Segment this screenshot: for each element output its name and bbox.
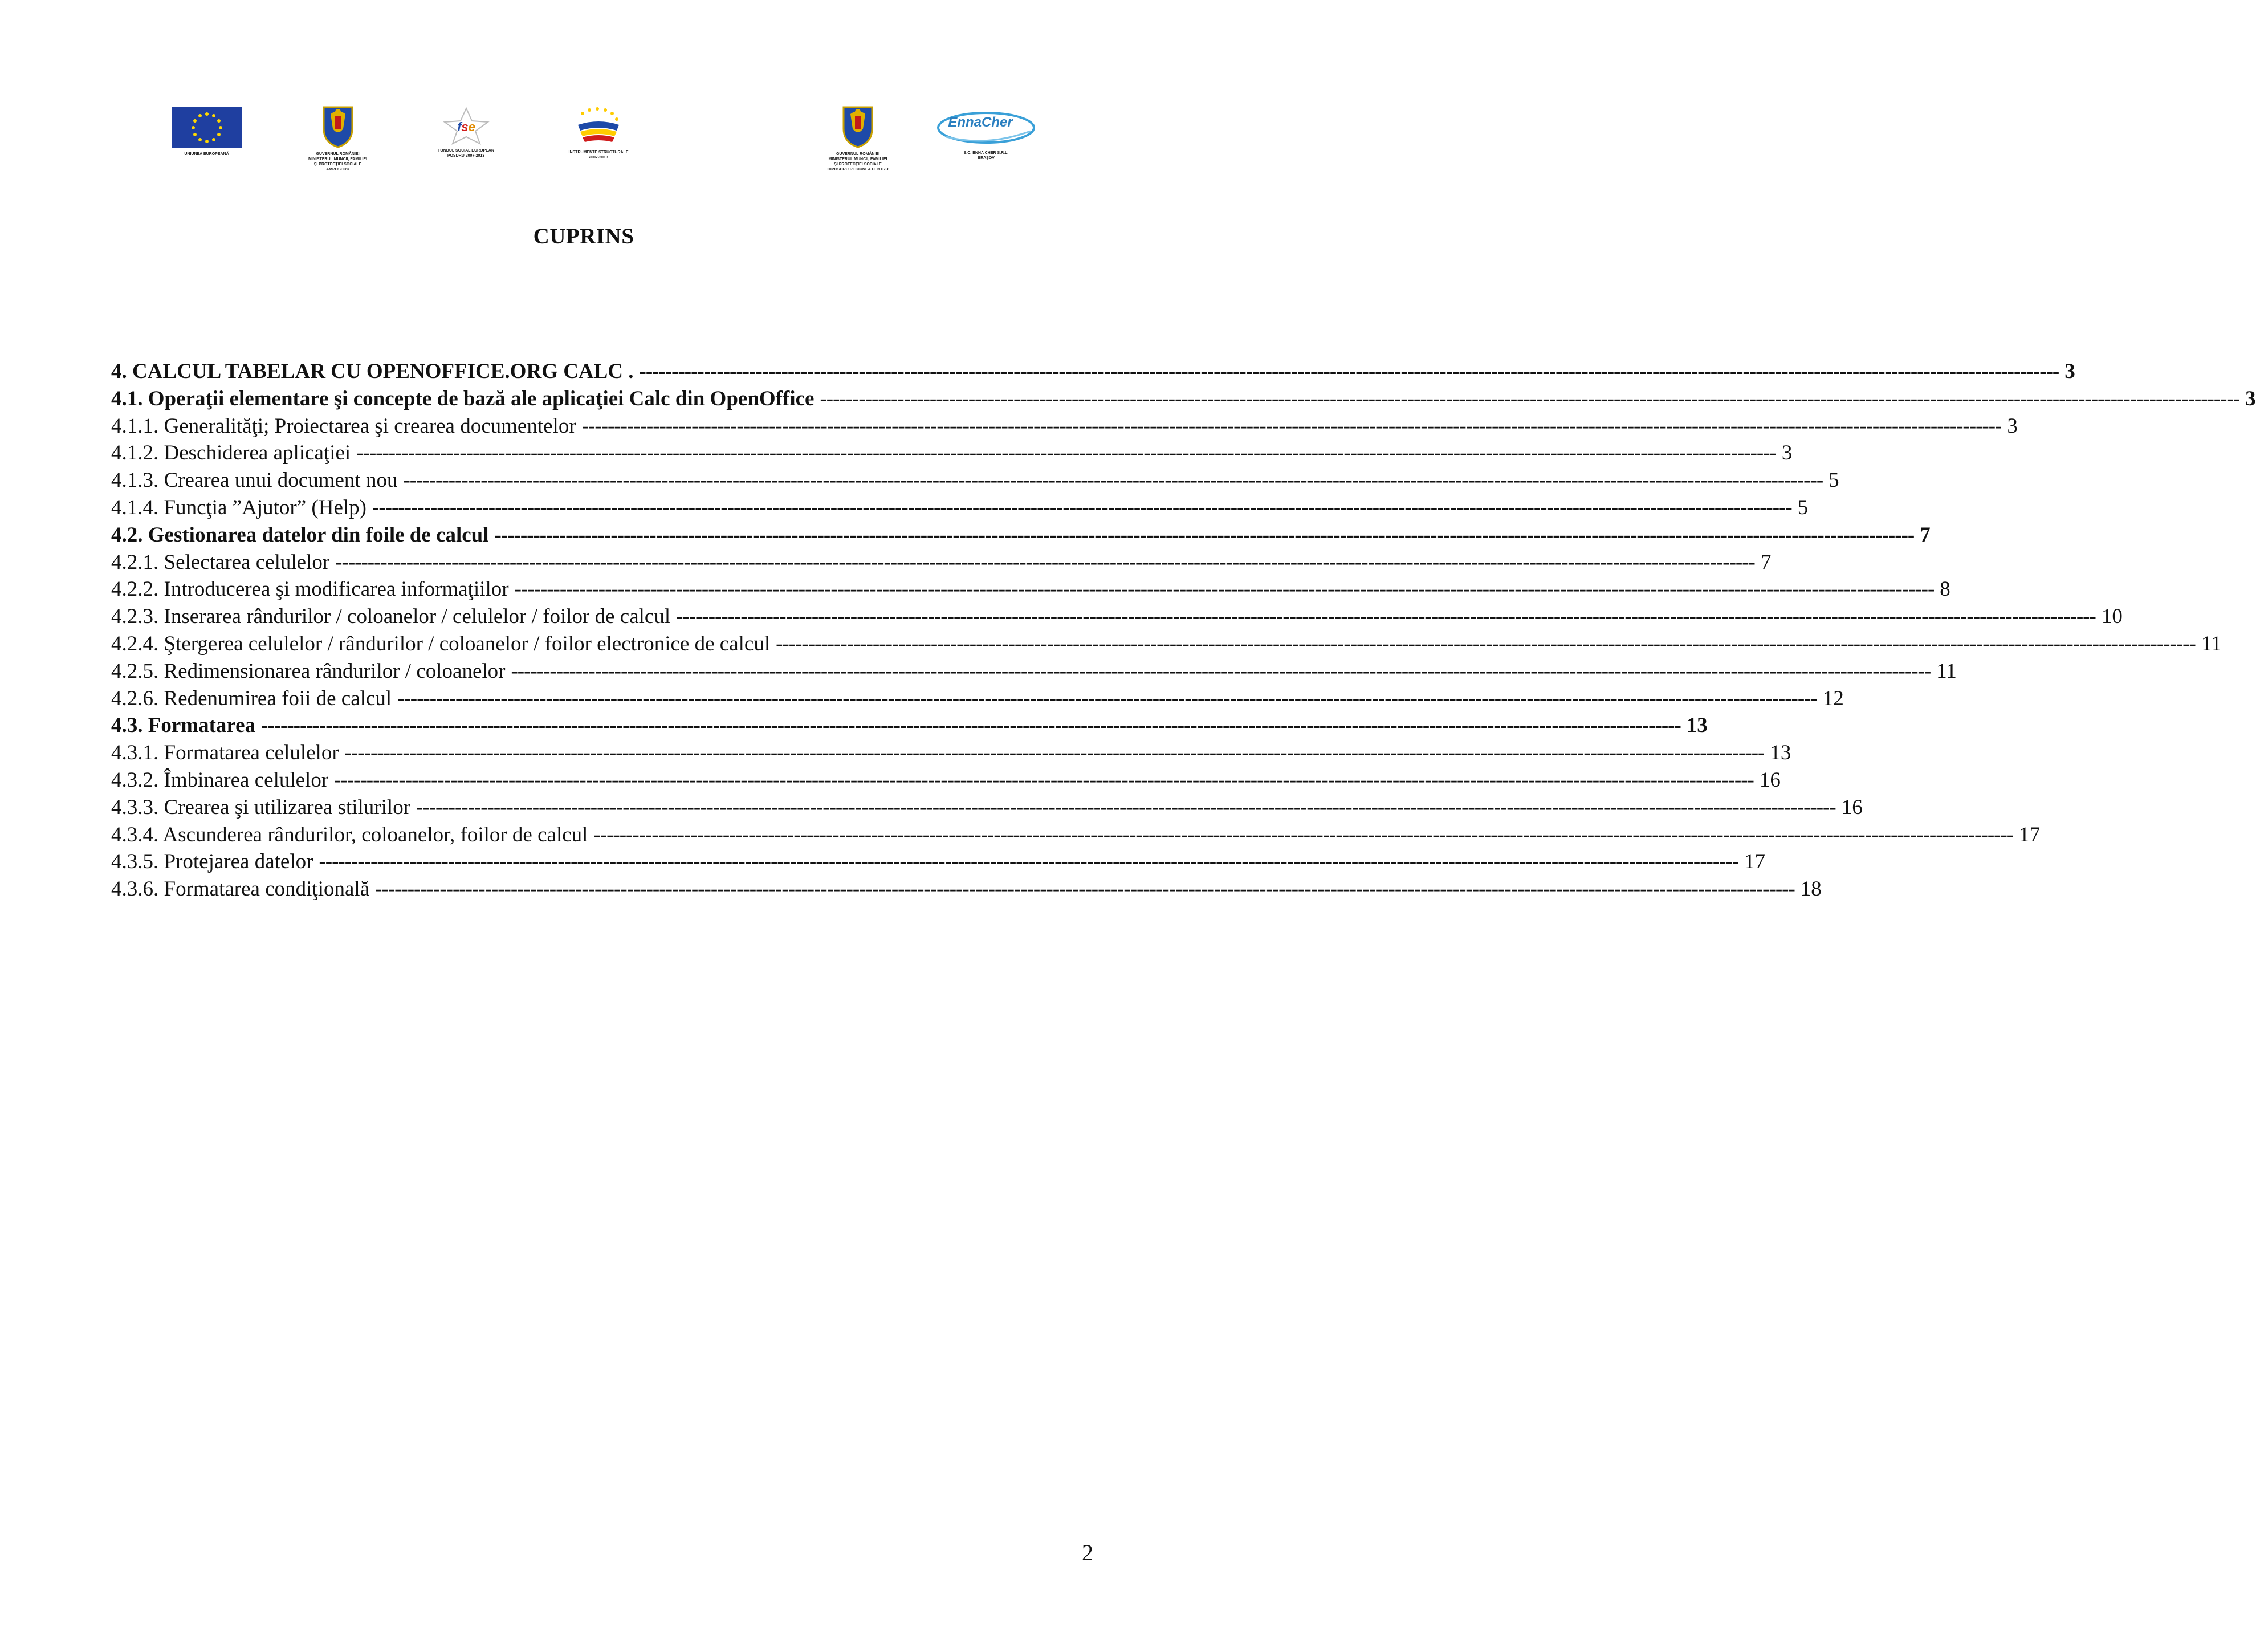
- logo-caption: INSTRUMENTE STRUCTURALE 2007-2013: [568, 150, 629, 160]
- toc-leader-dashes: ----------------------------------------------------------------------------------------------------------------------------------------------------------------------------------------------------------------------------: [514, 577, 1935, 601]
- toc-leader-dashes: ----------------------------------------------------------------------------------------------------------------------------------------------------------------------------------------------------------------------------: [676, 605, 2096, 629]
- toc-entry-label: 4.1.4. Funcţia ”Ajutor” (Help): [111, 495, 367, 519]
- toc-entry-label: 4.3.4. Ascunderea rândurilor, coloanelor, foilor de calcul: [111, 823, 588, 847]
- toc-leader-dashes: ----------------------------------------------------------------------------------------------------------------------------------------------------------------------------------------------------------------------------: [593, 823, 2014, 847]
- table-of-contents: [111, 359, 2256, 904]
- toc-entry-label: 4.1.2. Deschiderea aplicaţiei: [111, 441, 351, 465]
- toc-entry-label: 4.2.4. Ştergerea celulelor / rândurilor / coloanelor / foilor electronice de calcul: [111, 632, 771, 656]
- toc-leader-dashes: ----------------------------------------------------------------------------------------------------------------------------------------------------------------------------------------------------------------------------: [397, 686, 1817, 710]
- toc-entry-page: 7: [1920, 523, 1931, 547]
- toc-entry[interactable]: [111, 441, 1793, 468]
- toc-leader-dashes: ----------------------------------------------------------------------------------------------------------------------------------------------------------------------------------------------------------------------------: [375, 877, 1795, 901]
- logo-eu: [162, 107, 251, 157]
- toc-leader-dashes: ----------------------------------------------------------------------------------------------------------------------------------------------------------------------------------------------------------------------------: [334, 768, 1754, 792]
- toc-entry-page: 16: [1759, 768, 1781, 792]
- toc-entry[interactable]: [111, 495, 1809, 523]
- toc-entry-label: 4.1. Operaţii elementare şi concepte de bază ale aplicaţiei Calc din OpenOffice: [111, 386, 815, 410]
- eu-flag-icon: [172, 107, 242, 148]
- toc-entry[interactable]: [111, 768, 1781, 795]
- toc-entry[interactable]: [111, 877, 1822, 904]
- toc-entry[interactable]: [111, 632, 2222, 659]
- romanian-coat-of-arms-icon: [319, 104, 357, 148]
- toc-entry-label: 4.3.3. Crearea şi utilizarea stilurilor: [111, 795, 411, 819]
- toc-entry-page: 13: [1770, 741, 1791, 765]
- logo-caption: FONDUL SOCIAL EUROPEAN POSDRU 2007-2013: [438, 149, 494, 158]
- toc-entry-label: 4.2. Gestionarea datelor din foile de calcul: [111, 523, 489, 547]
- logo-government-oiposdru: [801, 104, 915, 172]
- toc-leader-dashes: ----------------------------------------------------------------------------------------------------------------------------------------------------------------------------------------------------------------------------: [403, 469, 1823, 493]
- toc-leader-dashes: ----------------------------------------------------------------------------------------------------------------------------------------------------------------------------------------------------------------------------: [494, 523, 1915, 547]
- page-number: 2: [1082, 1540, 1093, 1565]
- toc-leader-dashes: ----------------------------------------------------------------------------------------------------------------------------------------------------------------------------------------------------------------------------: [356, 441, 1776, 465]
- toc-entry-label: 4.2.6. Redenumirea foii de calcul: [111, 686, 392, 710]
- toc-entry[interactable]: [111, 823, 2041, 850]
- toc-entry-page: 7: [1760, 550, 1772, 574]
- fse-star-icon: [440, 107, 492, 145]
- logo-caption: UNIUNEA EUROPEANĂ: [184, 152, 229, 156]
- toc-entry-page: 3: [1781, 441, 1793, 465]
- toc-entry-page: 8: [1940, 577, 1950, 601]
- toc-entry-page: 3: [2064, 360, 2075, 383]
- instrumente-structurale-icon: [571, 105, 626, 147]
- toc-entry-label: 4.1.3. Crearea unui document nou: [111, 469, 398, 493]
- toc-leader-dashes: ----------------------------------------------------------------------------------------------------------------------------------------------------------------------------------------------------------------------------: [820, 386, 2240, 410]
- toc-entry[interactable]: [111, 713, 1708, 740]
- toc-entry-label: 4.3.2. Îmbinarea celulelor: [111, 768, 329, 792]
- logo-mark-text: EnnaCher: [948, 115, 1013, 130]
- toc-entry[interactable]: [111, 795, 1863, 823]
- romanian-coat-of-arms-icon: [839, 104, 877, 148]
- toc-entry[interactable]: [111, 386, 2256, 414]
- logo-ennacher: [935, 107, 1037, 161]
- page-title: CUPRINS: [533, 224, 634, 249]
- toc-entry[interactable]: [111, 414, 2018, 441]
- toc-leader-dashes: ----------------------------------------------------------------------------------------------------------------------------------------------------------------------------------------------------------------------------: [581, 414, 2002, 438]
- toc-leader-dashes: ----------------------------------------------------------------------------------------------------------------------------------------------------------------------------------------------------------------------------: [372, 495, 1792, 519]
- toc-leader-dashes: ----------------------------------------------------------------------------------------------------------------------------------------------------------------------------------------------------------------------------: [776, 632, 2196, 656]
- toc-entry-page: 3: [2007, 414, 2018, 438]
- toc-entry[interactable]: [111, 604, 2123, 632]
- toc-leader-dashes: ----------------------------------------------------------------------------------------------------------------------------------------------------------------------------------------------------------------------------: [639, 360, 2059, 383]
- toc-entry[interactable]: [111, 468, 1839, 495]
- toc-entry[interactable]: [111, 523, 1931, 550]
- toc-entry-page: 11: [1936, 659, 1957, 683]
- toc-entry-label: 4. CALCUL TABELAR CU OPENOFFICE.ORG CALC .: [111, 360, 634, 383]
- toc-entry-label: 4.3.6. Formatarea condiţională: [111, 877, 370, 901]
- toc-entry-page: 11: [2201, 632, 2222, 656]
- toc-entry-label: 4.3.5. Protejarea datelor: [111, 850, 313, 874]
- toc-entry-page: 10: [2101, 605, 2123, 629]
- toc-entry-label: 4.1.1. Generalităţi; Proiectarea şi crearea documentelor: [111, 414, 576, 438]
- toc-entry[interactable]: [111, 686, 1844, 714]
- toc-leader-dashes: ----------------------------------------------------------------------------------------------------------------------------------------------------------------------------------------------------------------------------: [319, 850, 1739, 874]
- ennacher-logo-icon: [935, 107, 1037, 147]
- toc-entry[interactable]: [111, 659, 1957, 686]
- toc-entry-page: 13: [1686, 714, 1708, 738]
- toc-entry-page: 17: [2019, 823, 2041, 847]
- toc-entry-page: 3: [2245, 386, 2256, 410]
- toc-entry[interactable]: [111, 849, 1766, 877]
- toc-entry-label: 4.3. Formatarea: [111, 714, 256, 738]
- toc-leader-dashes: ----------------------------------------------------------------------------------------------------------------------------------------------------------------------------------------------------------------------------: [416, 795, 1836, 819]
- toc-entry-label: 4.2.2. Introducerea şi modificarea informaţiilor: [111, 577, 509, 601]
- logo-government: [285, 104, 390, 172]
- toc-entry-label: 4.3.1. Formatarea celulelor: [111, 741, 339, 765]
- logo-instrumente-structurale: [556, 105, 641, 160]
- toc-entry[interactable]: [111, 359, 2075, 386]
- svg-text:fse: fse: [457, 120, 475, 134]
- toc-entry[interactable]: [111, 550, 1772, 577]
- logo-caption: GUVERNUL ROMÂNIEI MINISTERUL MUNCII, FAMILIEI ȘI PROTECȚIEI SOCIALE AMPOSDRU: [308, 152, 367, 172]
- toc-entry-page: 5: [1797, 495, 1809, 519]
- toc-leader-dashes: ----------------------------------------------------------------------------------------------------------------------------------------------------------------------------------------------------------------------------: [511, 659, 1931, 683]
- toc-entry-label: 4.2.3. Inserarea rândurilor / coloanelor / celulelor / foilor de calcul: [111, 605, 671, 629]
- toc-leader-dashes: ----------------------------------------------------------------------------------------------------------------------------------------------------------------------------------------------------------------------------: [261, 714, 1681, 738]
- toc-entry-label: 4.2.5. Redimensionarea rândurilor / coloanelor: [111, 659, 506, 683]
- toc-entry[interactable]: [111, 577, 1950, 604]
- toc-entry-page: 18: [1800, 877, 1822, 901]
- toc-leader-dashes: ----------------------------------------------------------------------------------------------------------------------------------------------------------------------------------------------------------------------------: [335, 550, 1755, 574]
- toc-entry-page: 12: [1822, 686, 1844, 710]
- toc-leader-dashes: ----------------------------------------------------------------------------------------------------------------------------------------------------------------------------------------------------------------------------: [344, 741, 1765, 765]
- toc-entry[interactable]: [111, 740, 1791, 768]
- logo-caption: S.C. ENNA CHER S.R.L. BRAȘOV: [963, 151, 1009, 160]
- toc-entry-page: 16: [1841, 795, 1863, 819]
- logo-fse: [419, 107, 513, 158]
- toc-entry-page: 5: [1829, 469, 1839, 493]
- logo-caption: GUVERNUL ROMÂNIEI MINISTERUL MUNCII, FAMILIEI ȘI PROTECȚIEI SOCIALE OIPOSDRU REGIUNEA CENTRU: [827, 152, 889, 172]
- toc-entry-page: 17: [1744, 850, 1766, 874]
- toc-entry-label: 4.2.1. Selectarea celulelor: [111, 550, 330, 574]
